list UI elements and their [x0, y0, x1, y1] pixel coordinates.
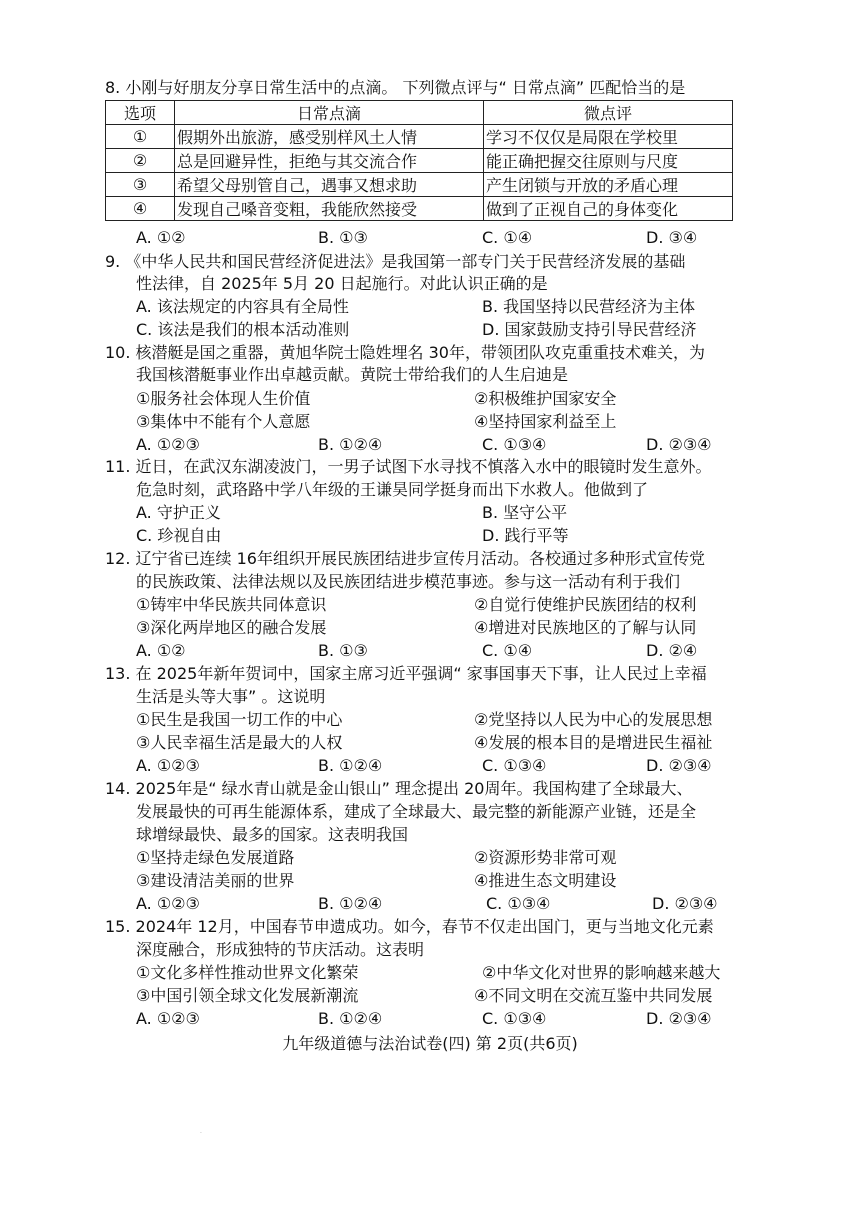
choice-a: A. ①②③: [136, 894, 200, 913]
table-cell: ③: [106, 173, 175, 197]
choice-c: C. ①③④: [482, 1009, 547, 1028]
choice-b: B. 坚守公平: [482, 503, 568, 522]
table-cell: 能正确把握交往原则与尺度: [484, 149, 733, 173]
q8-table: [105, 100, 733, 221]
stray-dot: ·: [200, 1130, 202, 1137]
choice-b: B. ①②④: [318, 1009, 383, 1028]
option-4: ④增进对民族地区的了解与认同: [474, 618, 697, 637]
option-3: ③建设清洁美丽的世界: [136, 871, 295, 890]
option-1: ①铸牢中华民族共同体意识: [136, 595, 327, 614]
table-cell: 学习不仅仅是局限在学校里: [484, 125, 733, 149]
table-header-row: [106, 101, 733, 125]
q10-stem-2: 我国核潜艇事业作出卓越贡献。黄院士带给我们的人生启迪是: [136, 365, 569, 384]
choice-a: A. ①②: [136, 641, 186, 660]
choice-d: D. ②③④: [646, 435, 712, 454]
choice-d: D. ②③④: [646, 1009, 712, 1028]
choice-c: C. 珍视自由: [136, 526, 222, 545]
choice-a: A. ①②③: [136, 1009, 200, 1028]
table-cell: 产生闭锁与开放的矛盾心理: [484, 173, 733, 197]
choice-c: C. ①④: [482, 641, 533, 660]
q13-stem-1: 13. 在 2025年新年贺词中，国家主席习近平强调“ 家事国事天下事，让人民过上幸福: [105, 664, 707, 683]
option-1: ①服务社会体现人生价值: [136, 389, 311, 408]
choice-d: D. ②③④: [646, 756, 712, 775]
table-cell: ②: [106, 149, 175, 173]
option-2: ②自觉行使维护民族团结的权利: [474, 595, 697, 614]
option-2: ②中华文化对世界的影响越来越大: [482, 963, 721, 982]
q8-stem: 8. 小刚与好朋友分享日常生活中的点滴。 下列微点评与“ 日常点滴” 匹配恰当的是: [105, 78, 686, 97]
q14-stem-1: 14. 2025年是“ 绿水青山就是金山银山” 理念提出 20周年。我国构建了全球最大、: [105, 779, 693, 798]
option-4: ④发展的根本目的是增进民生福祉: [474, 733, 713, 752]
q14-stem-2: 发展最快的可再生能源体系，建成了全球最大、最完整的新能源产业链，还是全: [136, 802, 697, 821]
choice-b: B. ①②④: [318, 435, 383, 454]
choice-b: B. ①②④: [318, 756, 383, 775]
option-3: ③集体中不能有个人意愿: [136, 412, 311, 431]
option-1: ①坚持走绿色发展道路: [136, 848, 295, 867]
choice-a: A. ①②: [136, 228, 186, 247]
option-3: ③深化两岸地区的融合发展: [136, 618, 327, 637]
option-1: ①民生是我国一切工作的中心: [136, 710, 343, 729]
q9-stem-1: 9. 《中华人民共和国民营经济促进法》是我国第一部专门关于民营经济发展的基础: [105, 252, 686, 271]
q11-stem-2: 危急时刻，武珞路中学八年级的王谦昊同学挺身而出下水救人。他做到了: [136, 480, 649, 499]
q15-stem-1: 15. 2024年 12月，中国春节申遗成功。如今，春节不仅走出国门，更与当地文化元素: [105, 917, 714, 936]
choice-a: A. ①②③: [136, 756, 200, 775]
choice-c: C. ①③④: [486, 894, 551, 913]
table-cell: 做到了正视自己的身体变化: [484, 197, 733, 221]
table-header: 选项: [106, 101, 175, 125]
choice-b: B. ①②④: [318, 894, 383, 913]
q9-stem-2: 性法律，自 2025年 5月 20 日起施行。对此认识正确的是: [136, 274, 548, 293]
table-row: [106, 125, 733, 149]
q10-stem-1: 10. 核潜艇是国之重器，黄旭华院士隐姓埋名 30年，带领团队攻克重重技术难关，为: [105, 343, 705, 362]
table-row: [106, 173, 733, 197]
choice-a: A. ①②③: [136, 435, 200, 454]
choice-a: A. 该法规定的内容具有全局性: [136, 297, 349, 316]
table-row: [106, 149, 733, 173]
choice-c: C. ①③④: [482, 435, 547, 454]
option-4: ④推进生态文明建设: [474, 871, 617, 890]
table-cell: 总是回避异性，拒绝与其交流合作: [175, 149, 484, 173]
option-4: ④坚持国家利益至上: [474, 412, 617, 431]
option-3: ③中国引领全球文化发展新潮流: [136, 986, 359, 1005]
option-2: ②党坚持以人民为中心的发展思想: [474, 710, 713, 729]
choice-b: B. 我国坚持以民营经济为主体: [482, 297, 696, 316]
page-footer: 九年级道德与法治试卷(四) 第 2页(共6页): [282, 1034, 578, 1053]
q12-stem-1: 12. 辽宁省已连续 16年组织开展民族团结进步宣传月活动。各校通过多种形式宣传党: [105, 549, 705, 568]
table-cell: 希望父母别管自己，遇事又想求助: [175, 173, 484, 197]
choice-c: C. ①③④: [482, 756, 547, 775]
choice-a: A. 守护正义: [136, 503, 221, 522]
q11-stem-1: 11. 近日，在武汉东湖凌波门，一男子试图下水寻找不慎落入水中的眼镜时发生意外。: [105, 457, 712, 476]
option-2: ②资源形势非常可观: [474, 848, 617, 867]
table-cell: ④: [106, 197, 175, 221]
option-2: ②积极维护国家安全: [474, 389, 617, 408]
choice-b: B. ①③: [318, 228, 368, 247]
choice-d: D. 践行平等: [482, 526, 569, 545]
choice-c: C. 该法是我们的根本活动准则: [136, 320, 350, 339]
choice-c: C. ①④: [482, 228, 533, 247]
choice-b: B. ①③: [318, 641, 368, 660]
choice-d: D. ②④: [646, 641, 698, 660]
q14-stem-3: 球增绿最快、最多的国家。这表明我国: [136, 825, 409, 844]
table-header: 微点评: [484, 101, 733, 125]
choice-d: D. 国家鼓励支持引导民营经济: [482, 320, 697, 339]
q13-stem-2: 生活是头等大事” 。这说明: [136, 687, 326, 706]
option-3: ③人民幸福生活是最大的人权: [136, 733, 343, 752]
option-1: ①文化多样性推动世界文化繁荣: [136, 963, 359, 982]
choice-d: D. ②③④: [652, 894, 718, 913]
table-row: [106, 197, 733, 221]
table-header: 日常点滴: [175, 101, 484, 125]
option-4: ④不同文明在交流互鉴中共同发展: [474, 986, 713, 1005]
table-cell: 发现自己嗓音变粗，我能欣然接受: [175, 197, 484, 221]
q15-stem-2: 深度融合，形成独特的节庆活动。这表明: [136, 940, 425, 959]
table-cell: ①: [106, 125, 175, 149]
q12-stem-2: 的民族政策、法律法规以及民族团结进步模范事迹。参与这一活动有利于我们: [136, 572, 681, 591]
choice-d: D. ③④: [646, 228, 698, 247]
table-cell: 假期外出旅游，感受别样风土人情: [175, 125, 484, 149]
